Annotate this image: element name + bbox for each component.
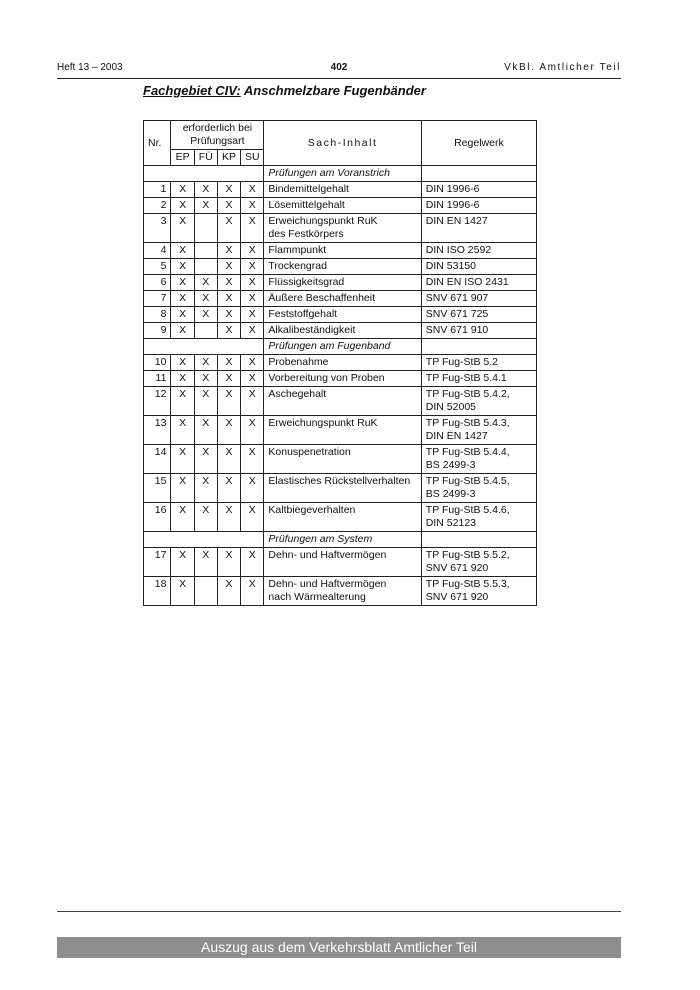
mark-kp: X <box>217 307 240 323</box>
header-regelwerk: Regelwerk <box>421 121 536 166</box>
row-number: 5 <box>144 259 171 275</box>
inhalt-line: Trockengrad <box>268 260 327 272</box>
row-inhalt <box>264 474 421 503</box>
test-table <box>143 120 537 606</box>
table-row <box>144 445 537 474</box>
row-regelwerk <box>421 275 536 291</box>
row-regelwerk <box>421 243 536 259</box>
mark-fue: X <box>194 198 217 214</box>
mark-fue <box>194 259 217 275</box>
mark-ep: X <box>171 275 194 291</box>
row-number: 8 <box>144 307 171 323</box>
page-header <box>57 62 621 79</box>
regelwerk-line: TP Fug-StB 5.5.2, <box>425 549 510 561</box>
regelwerk-line: TP Fug-StB 5.4.6, <box>425 504 510 516</box>
row-number: 12 <box>144 387 171 416</box>
mark-fue: X <box>194 387 217 416</box>
inhalt-line: Alkalibeständigkeit <box>268 324 356 336</box>
mark-ep: X <box>171 416 194 445</box>
row-number: 13 <box>144 416 171 445</box>
row-regelwerk <box>421 387 536 416</box>
row-inhalt <box>264 577 421 606</box>
table-body <box>144 166 537 606</box>
page-number: 402 <box>330 62 348 73</box>
header-inhalt: Sach-Inhalt <box>264 121 421 166</box>
mark-su: X <box>241 307 264 323</box>
row-number: 3 <box>144 214 171 243</box>
mark-kp: X <box>217 548 240 577</box>
row-inhalt <box>264 291 421 307</box>
row-inhalt <box>264 275 421 291</box>
mark-kp: X <box>217 243 240 259</box>
mark-su: X <box>241 577 264 606</box>
row-number: 14 <box>144 445 171 474</box>
table-row <box>144 387 537 416</box>
mark-fue: X <box>194 355 217 371</box>
header-erforderlich: erforderlich bei Prüfungsart <box>171 121 264 150</box>
mark-kp: X <box>217 259 240 275</box>
table-row <box>144 307 537 323</box>
mark-kp: X <box>217 445 240 474</box>
mark-kp: X <box>217 198 240 214</box>
mark-ep: X <box>171 548 194 577</box>
mark-ep: X <box>171 371 194 387</box>
mark-ep: X <box>171 445 194 474</box>
header-su: SU <box>241 150 264 166</box>
mark-su: X <box>241 323 264 339</box>
table-row <box>144 198 537 214</box>
mark-fue: X <box>194 371 217 387</box>
table-row <box>144 577 537 606</box>
title-prefix: Fachgebiet CIV: <box>143 83 241 98</box>
inhalt-line: Flüssigkeitsgrad <box>268 276 345 288</box>
row-regelwerk <box>421 548 536 577</box>
regelwerk-line: DIN 53150 <box>425 260 476 272</box>
row-number: 17 <box>144 548 171 577</box>
mark-ep: X <box>171 503 194 532</box>
mark-ep: X <box>171 182 194 198</box>
regelwerk-line: BS 2499-3 <box>425 488 476 500</box>
mark-fue: X <box>194 291 217 307</box>
mark-fue: X <box>194 416 217 445</box>
row-regelwerk <box>421 445 536 474</box>
regelwerk-line: TP Fug-StB 5.4.3, <box>425 417 510 429</box>
table-row <box>144 474 537 503</box>
regelwerk-line: TP Fug-StB 5.4.1 <box>425 372 507 384</box>
mark-fue: X <box>194 275 217 291</box>
mark-fue <box>194 577 217 606</box>
section-blank-cell <box>421 166 536 182</box>
inhalt-line: Äußere Beschaffenheit <box>268 292 376 304</box>
regelwerk-line: DIN 1996-6 <box>425 199 480 211</box>
row-regelwerk <box>421 371 536 387</box>
mark-su: X <box>241 416 264 445</box>
mark-su: X <box>241 198 264 214</box>
header-kp: KP <box>217 150 240 166</box>
row-inhalt <box>264 548 421 577</box>
row-regelwerk <box>421 355 536 371</box>
mark-kp: X <box>217 416 240 445</box>
regelwerk-line: DIN EN 1427 <box>425 430 488 442</box>
inhalt-line: des Festkörpers <box>268 228 344 240</box>
mark-su: X <box>241 387 264 416</box>
regelwerk-line: TP Fug-StB 5.5.3, <box>425 578 510 590</box>
mark-su: X <box>241 445 264 474</box>
mark-su: X <box>241 355 264 371</box>
table-row <box>144 355 537 371</box>
regelwerk-line: TP Fug-StB 5.4.2, <box>425 388 510 400</box>
table-row <box>144 503 537 532</box>
mark-fue: X <box>194 445 217 474</box>
regelwerk-line: SNV 671 907 <box>425 292 489 304</box>
regelwerk-line: DIN 52123 <box>425 517 476 529</box>
regelwerk-line: SNV 671 920 <box>425 562 489 574</box>
table-row <box>144 214 537 243</box>
regelwerk-line: DIN EN ISO 2431 <box>425 276 509 288</box>
row-regelwerk <box>421 474 536 503</box>
mark-su: X <box>241 474 264 503</box>
mark-ep: X <box>171 355 194 371</box>
mark-kp: X <box>217 291 240 307</box>
page-title <box>143 83 426 98</box>
row-regelwerk <box>421 503 536 532</box>
inhalt-line: Elastisches Rückstellverhalten <box>268 475 411 487</box>
mark-kp: X <box>217 214 240 243</box>
regelwerk-line: SNV 671 920 <box>425 591 489 603</box>
table-row <box>144 182 537 198</box>
mark-ep: X <box>171 198 194 214</box>
title-text: Anschmelzbare Fugenbänder <box>240 83 426 98</box>
mark-su: X <box>241 275 264 291</box>
section-title: Prüfungen am Voranstrich <box>264 166 421 182</box>
row-inhalt <box>264 416 421 445</box>
mark-kp: X <box>217 387 240 416</box>
mark-ep: X <box>171 243 194 259</box>
inhalt-line: Flammpunkt <box>268 244 327 256</box>
row-regelwerk <box>421 198 536 214</box>
row-inhalt <box>264 259 421 275</box>
mark-kp: X <box>217 503 240 532</box>
inhalt-line: Dehn- und Haftvermögen <box>268 549 387 561</box>
row-inhalt <box>264 182 421 198</box>
mark-su: X <box>241 503 264 532</box>
row-number: 16 <box>144 503 171 532</box>
row-number: 2 <box>144 198 171 214</box>
inhalt-line: Erweichungspunkt RuK <box>268 215 378 227</box>
row-regelwerk <box>421 291 536 307</box>
mark-su: X <box>241 259 264 275</box>
row-inhalt <box>264 198 421 214</box>
row-number: 10 <box>144 355 171 371</box>
mark-su: X <box>241 371 264 387</box>
table-row <box>144 323 537 339</box>
header-ep: EP <box>171 150 194 166</box>
inhalt-line: Probenahme <box>268 356 329 368</box>
section-row <box>144 339 537 355</box>
mark-fue: X <box>194 182 217 198</box>
inhalt-line: Aschegehalt <box>268 388 327 400</box>
mark-su: X <box>241 243 264 259</box>
regelwerk-line: DIN 1996-6 <box>425 183 480 195</box>
mark-kp: X <box>217 577 240 606</box>
mark-su: X <box>241 182 264 198</box>
row-number: 7 <box>144 291 171 307</box>
table-row <box>144 259 537 275</box>
table-row <box>144 291 537 307</box>
row-inhalt <box>264 387 421 416</box>
issue-label: Heft 13 – 2003 <box>57 62 123 73</box>
inhalt-line: Kaltbiegeverhalten <box>268 504 356 516</box>
regelwerk-line: TP Fug-StB 5.2 <box>425 356 498 368</box>
mark-ep: X <box>171 307 194 323</box>
section-blank-cell <box>421 339 536 355</box>
row-number: 6 <box>144 275 171 291</box>
section-blank-cell <box>144 339 264 355</box>
section-title: Prüfungen am Fugenband <box>264 339 421 355</box>
footer-divider <box>57 911 621 912</box>
mark-ep: X <box>171 291 194 307</box>
mark-fue <box>194 323 217 339</box>
table-row <box>144 243 537 259</box>
footer-banner: Auszug aus dem Verkehrsblatt Amtlicher Teil <box>57 937 621 958</box>
row-regelwerk <box>421 214 536 243</box>
row-number: 15 <box>144 474 171 503</box>
row-number: 18 <box>144 577 171 606</box>
row-inhalt <box>264 243 421 259</box>
row-number: 9 <box>144 323 171 339</box>
mark-ep: X <box>171 577 194 606</box>
mark-fue <box>194 243 217 259</box>
mark-fue: X <box>194 474 217 503</box>
regelwerk-line: BS 2499-3 <box>425 459 476 471</box>
row-inhalt <box>264 355 421 371</box>
mark-fue <box>194 214 217 243</box>
mark-ep: X <box>171 214 194 243</box>
inhalt-line: Erweichungspunkt RuK <box>268 417 378 429</box>
row-number: 4 <box>144 243 171 259</box>
row-regelwerk <box>421 577 536 606</box>
mark-fue: X <box>194 307 217 323</box>
section-row <box>144 166 537 182</box>
row-regelwerk <box>421 323 536 339</box>
row-regelwerk <box>421 259 536 275</box>
regelwerk-line: DIN EN 1427 <box>425 215 488 227</box>
mark-kp: X <box>217 323 240 339</box>
mark-kp: X <box>217 182 240 198</box>
row-number: 1 <box>144 182 171 198</box>
mark-su: X <box>241 291 264 307</box>
publication-label: VkBl. Amtlicher Teil <box>504 62 621 73</box>
regelwerk-line: SNV 671 725 <box>425 308 489 320</box>
inhalt-line: Konuspenetration <box>268 446 351 458</box>
regelwerk-line: TP Fug-StB 5.4.5, <box>425 475 510 487</box>
row-inhalt <box>264 371 421 387</box>
mark-ep: X <box>171 259 194 275</box>
mark-su: X <box>241 548 264 577</box>
row-inhalt <box>264 214 421 243</box>
header-fue: FÜ <box>194 150 217 166</box>
regelwerk-line: SNV 671 910 <box>425 324 489 336</box>
section-blank-cell <box>144 166 264 182</box>
mark-fue: X <box>194 503 217 532</box>
section-row <box>144 532 537 548</box>
table-row <box>144 416 537 445</box>
inhalt-line: nach Wärmealterung <box>268 591 366 603</box>
mark-ep: X <box>171 387 194 416</box>
regelwerk-line: DIN ISO 2592 <box>425 244 492 256</box>
row-inhalt <box>264 323 421 339</box>
row-inhalt <box>264 307 421 323</box>
regelwerk-line: TP Fug-StB 5.4.4, <box>425 446 510 458</box>
row-inhalt <box>264 445 421 474</box>
mark-kp: X <box>217 474 240 503</box>
mark-ep: X <box>171 323 194 339</box>
inhalt-line: Vorbereitung von Proben <box>268 372 385 384</box>
header-nr: Nr. <box>144 121 171 166</box>
inhalt-line: Lösemittelgehalt <box>268 199 345 211</box>
section-title: Prüfungen am System <box>264 532 421 548</box>
row-regelwerk <box>421 416 536 445</box>
mark-ep: X <box>171 474 194 503</box>
inhalt-line: Feststoffgehalt <box>268 308 338 320</box>
regelwerk-line: DIN 52005 <box>425 401 476 413</box>
mark-su: X <box>241 214 264 243</box>
section-blank-cell <box>421 532 536 548</box>
row-regelwerk <box>421 307 536 323</box>
section-blank-cell <box>144 532 264 548</box>
table-row <box>144 548 537 577</box>
row-regelwerk <box>421 182 536 198</box>
table-row <box>144 275 537 291</box>
mark-kp: X <box>217 355 240 371</box>
mark-kp: X <box>217 371 240 387</box>
row-inhalt <box>264 503 421 532</box>
table-row <box>144 371 537 387</box>
inhalt-line: Bindemittelgehalt <box>268 183 349 195</box>
mark-kp: X <box>217 275 240 291</box>
row-number: 11 <box>144 371 171 387</box>
mark-fue: X <box>194 548 217 577</box>
inhalt-line: Dehn- und Haftvermögen <box>268 578 387 590</box>
